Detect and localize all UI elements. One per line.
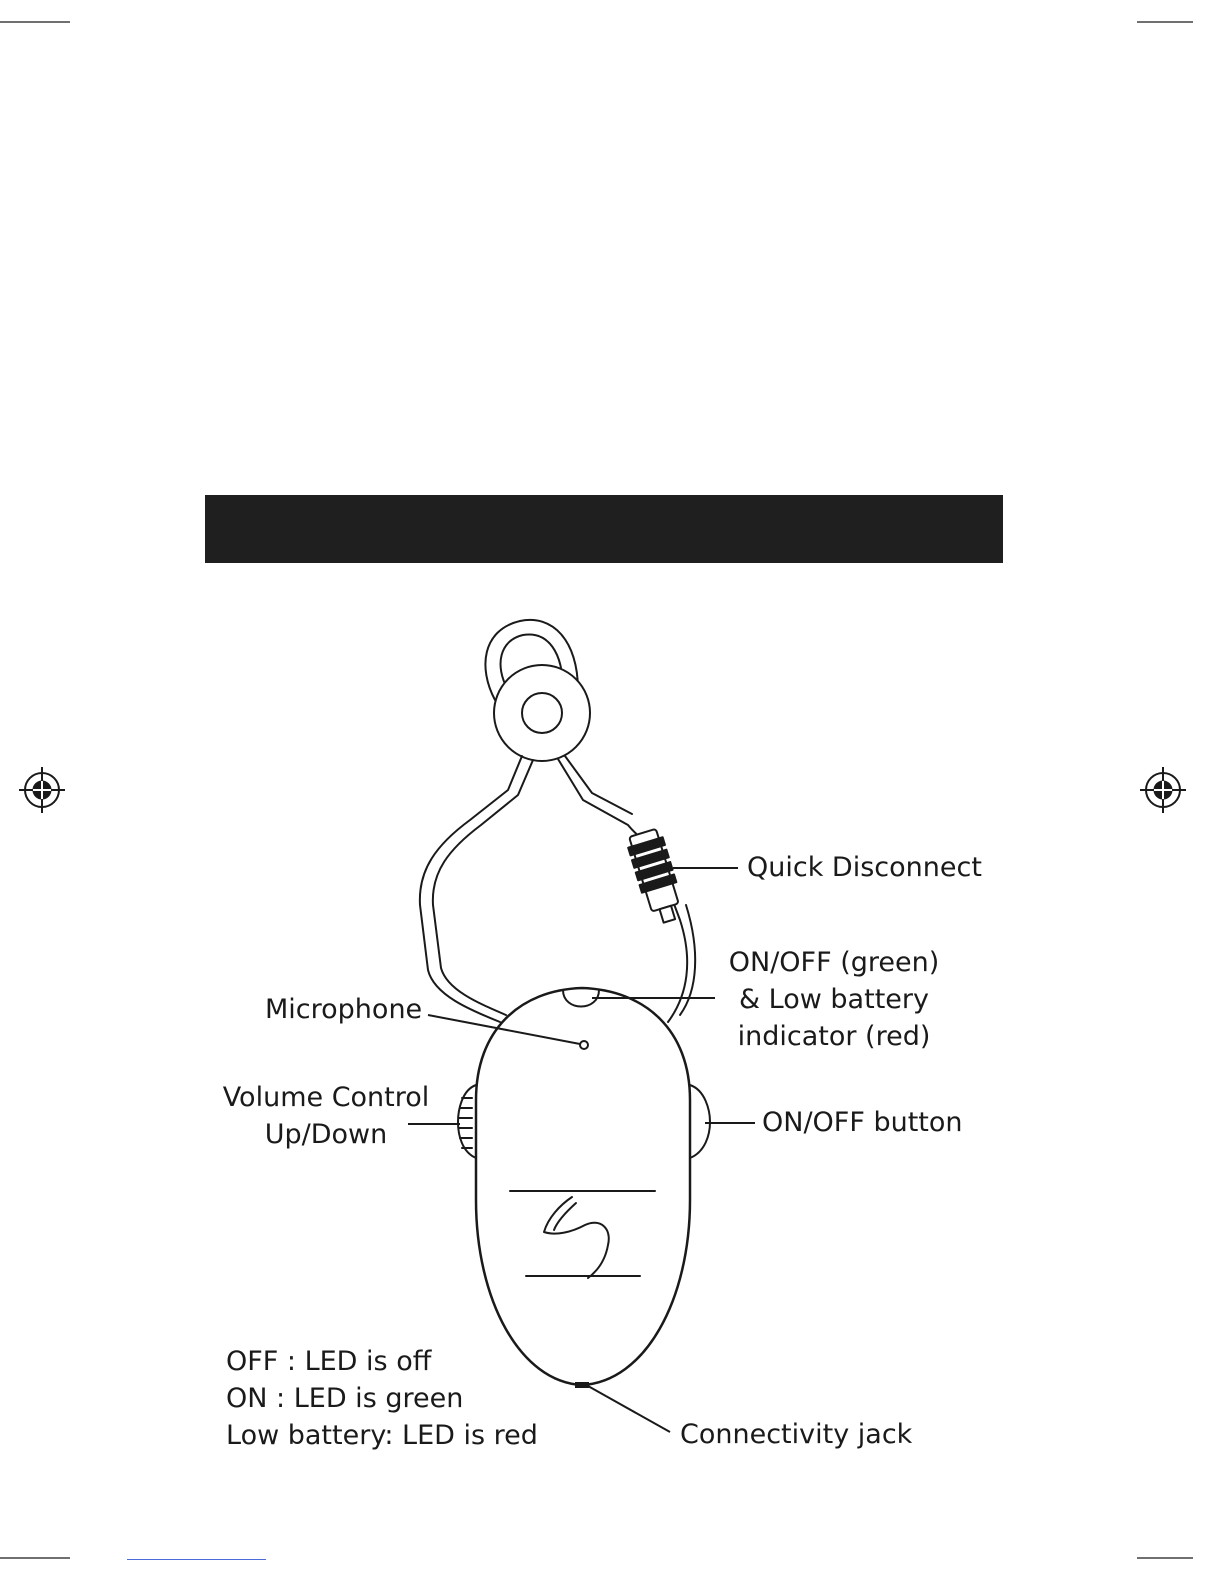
led-indicator-label-line1: ON/OFF (green) bbox=[728, 947, 940, 978]
led-indicator-label-line2: & Low battery bbox=[739, 984, 929, 1015]
volume-control-label bbox=[210, 1079, 442, 1153]
led-status-legend bbox=[226, 1343, 538, 1454]
device-illustration bbox=[420, 620, 710, 1388]
section-header-bar bbox=[205, 495, 1003, 563]
registration-mark-right bbox=[1140, 767, 1186, 813]
connectivity-jack-label: Connectivity jack bbox=[680, 1419, 913, 1450]
quick-disconnect-label: Quick Disconnect bbox=[747, 852, 982, 883]
registration-mark-left bbox=[19, 767, 65, 813]
volume-control-label-line2: Up/Down bbox=[264, 1119, 388, 1150]
microphone-label: Microphone bbox=[265, 994, 423, 1025]
legend-off: OFF : LED is off bbox=[226, 1346, 432, 1377]
on-off-button-label: ON/OFF button bbox=[762, 1107, 963, 1138]
left-cable bbox=[420, 756, 533, 1022]
volume-wheel bbox=[458, 1085, 476, 1158]
leader-connectivity-jack bbox=[588, 1386, 670, 1432]
connectivity-jack bbox=[575, 1382, 589, 1388]
legend-low-battery-prefix: Low battery: bbox=[226, 1420, 394, 1451]
volume-control-label-line1: Volume Control bbox=[222, 1082, 430, 1113]
led-indicator-label-line3: indicator (red) bbox=[737, 1021, 931, 1052]
legend-low-battery bbox=[226, 1417, 538, 1454]
footer-rule bbox=[127, 1559, 266, 1560]
legend-low-battery-suffix: LED is red bbox=[393, 1420, 538, 1451]
device-body bbox=[476, 988, 690, 1385]
legend-on: ON : LED is green bbox=[226, 1383, 464, 1414]
earpiece bbox=[494, 665, 590, 761]
led-indicator-label bbox=[705, 944, 963, 1055]
on-off-button-shape bbox=[690, 1085, 710, 1158]
